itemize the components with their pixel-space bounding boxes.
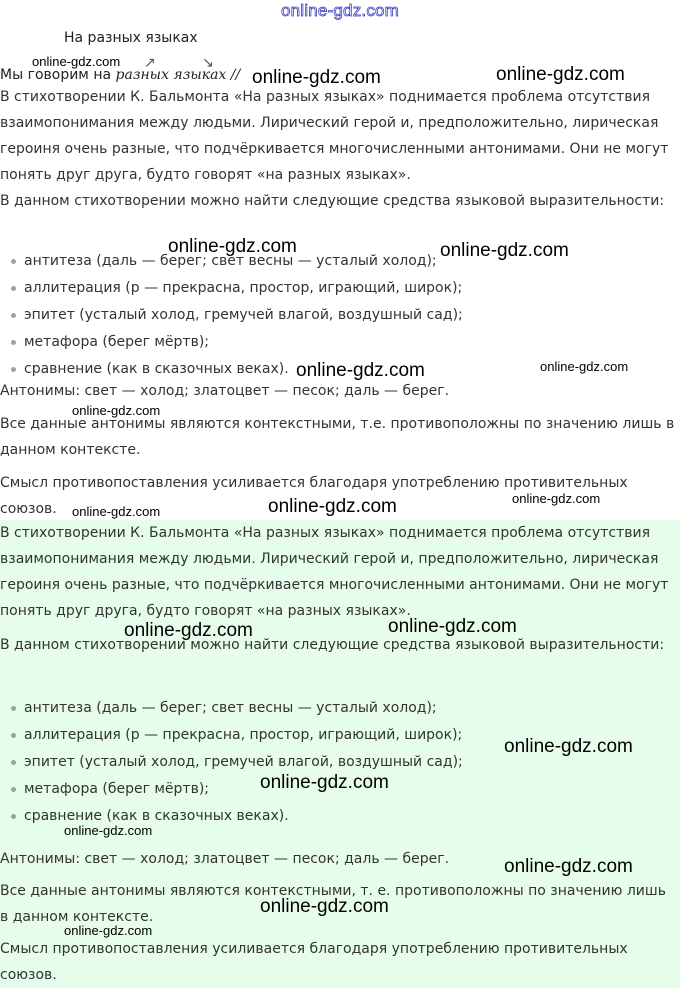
list-item: эпитет (усталый холод, гремучей влагой, воздушный сад); — [0, 302, 676, 328]
devices-intro-paragraph: В данном стихотворении можно найти следующие средства языковой выразительности: — [0, 637, 665, 653]
watermark: online-gdz.com — [440, 240, 569, 261]
watermark: online-gdz.com — [72, 504, 161, 519]
list-item: аллитерация (р — прекрасна, простор, играющий, широк); — [0, 275, 676, 301]
conclusion-paragraph: Смысл противопоставления усиливается благодаря употреблению противительных союзов. — [0, 475, 628, 517]
watermark: online-gdz.com — [512, 491, 601, 506]
list-item: антитеза (даль — берег; свет весны — усталый холод); — [0, 695, 676, 721]
list-item: метафора (берег мёртв); — [0, 776, 676, 802]
list-item: сравнение (как в сказочных веках). — [0, 803, 676, 829]
watermark: online-gdz.com — [388, 616, 517, 637]
handwritten-title: На разных языках — [64, 30, 198, 46]
answer-section-original — [0, 84, 680, 520]
watermark: online-gdz.com — [72, 403, 161, 418]
handwritten-line-prefix: Мы говорим на — [0, 67, 112, 83]
watermark: online-gdz.com — [124, 620, 253, 641]
list-item: аллитерация (р — прекрасна, простор, играющий, широк); — [0, 722, 676, 748]
watermark: online-gdz.com — [32, 54, 121, 69]
watermark: online-gdz.com — [260, 896, 389, 917]
contextual-paragraph: Все данные антонимы являются контекстными, т.е. противоположны по значению лишь в данном контексте. — [0, 416, 675, 458]
antonyms-paragraph: Антонимы: свет — холод; златоцвет — песок; даль — берег. — [0, 851, 450, 867]
list-item: сравнение (как в сказочных веках). — [0, 356, 676, 382]
watermark: online-gdz.com — [268, 496, 397, 517]
intro-paragraph: В стихотворении К. Бальмонта «На разных языках» поднимается проблема отсутствия взаимопонимания между людьми. Лирический герой и, предположительно, лирическая героиня очень разные, что подчёркивается многочисленными антонимами. Они не могут понять друг друга, будто говорят «на разных языках». — [0, 89, 669, 183]
watermark: online-gdz.com — [64, 923, 153, 938]
conclusion-paragraph: Смысл противопоставления усиливается благодаря употреблению противительных союзов. — [0, 941, 628, 983]
arrow-down-icon: ↘ — [202, 55, 214, 71]
antonyms-paragraph: Антонимы: свет — холод; златоцвет — песок; даль — берег. — [0, 383, 450, 399]
watermark: online-gdz.com — [504, 856, 633, 877]
contextual-paragraph: Все данные антонимы являются контекстными, т. е. противоположны по значению лишь в данном контексте. — [0, 883, 666, 925]
watermark: online-gdz.com — [496, 64, 625, 85]
watermark: online-gdz.com — [540, 359, 629, 374]
watermark: online-gdz.com — [64, 823, 153, 838]
watermark: online-gdz.com — [504, 736, 633, 757]
site-header-logo[interactable]: online-gdz.com — [280, 1, 400, 20]
handwritten-line — [0, 67, 240, 83]
list-item: антитеза (даль — берег; свет весны — усталый холод); — [0, 248, 676, 274]
watermark: online-gdz.com — [168, 236, 297, 257]
list-item: метафора (берег мёртв); — [0, 329, 676, 355]
watermark: online-gdz.com — [260, 772, 389, 793]
watermark: online-gdz.com — [252, 67, 381, 88]
intro-paragraph: В стихотворении К. Бальмонта «На разных языках» поднимается проблема отсутствия взаимопонимания между людьми. Лирический герой и, предположительно, лирическая героиня очень разные, что подчёркивается многочисленными антонимами. Они не могут понять друг друга, будто говорят «на разных языках». — [0, 525, 669, 619]
list-item: эпитет (усталый холод, гремучей влагой, воздушный сад); — [0, 749, 676, 775]
arrow-up-icon: ↗ — [144, 55, 156, 71]
devices-intro-paragraph: В данном стихотворении можно найти следующие средства языковой выразительности: — [0, 193, 665, 209]
watermark: online-gdz.com — [296, 360, 425, 381]
handwritten-line-italic: разных языках // — [115, 67, 241, 83]
